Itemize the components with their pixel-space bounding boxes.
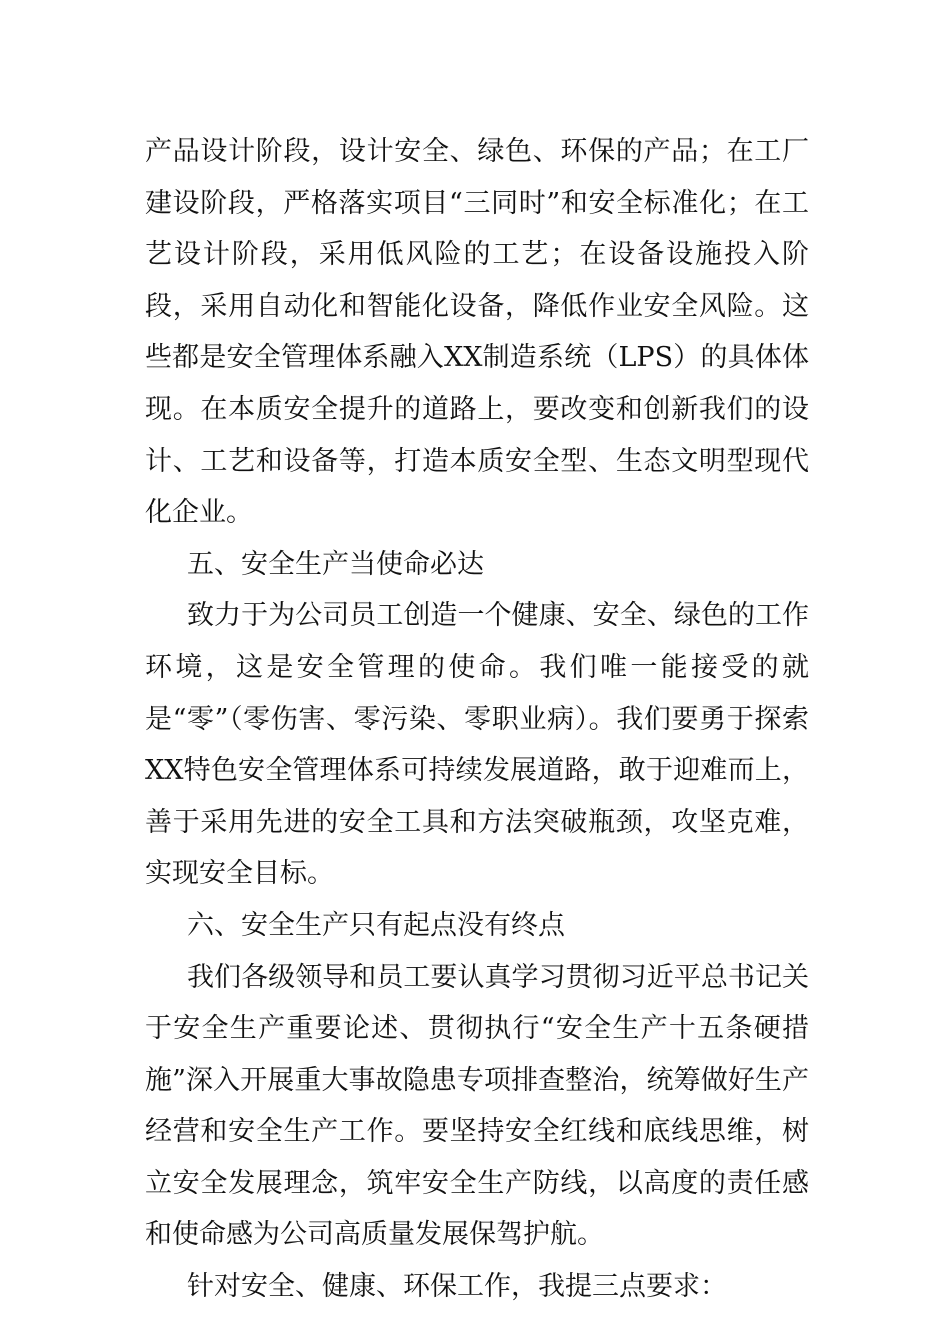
paragraph-continued-design-stages: 产品设计阶段，设计安全、绿色、环保的产品；在工厂建设阶段，严格落实项目“三同时”和安全标准化；在工艺设计阶段，采用低风险的工艺；在设备设施投入阶段，采用自动化和智能化设备，降低作业安全风险。这些都是安全管理体系融入XX制造系统（LPS）的具体体现。在本质安全提升的道路上，要改变和创新我们的设计、工艺和设备等，打造本质安全型、生态文明型现代化企业。 [145, 136, 809, 529]
paragraph-requirements-intro: 针对安全、健康、环保工作，我提三点要求： [187, 1271, 727, 1303]
section-heading-5: 五、安全生产当使命必达 [187, 548, 484, 580]
section-heading-6: 六、安全生产只有起点没有终点 [187, 909, 565, 941]
paragraph-leadership: 我们各级领导和员工要认真学习贯彻习近平总书记关于安全生产重要论述、贯彻执行“安全生产十五条硬措施”深入开展重大事故隐患专项排查整治，统筹做好生产经营和安全生产工作。要坚持安全红线和底线思维，树立安全发展理念，筑牢安全生产防线，以高度的责任感和使命感为公司高质量发展保驾护航。 [145, 961, 809, 1251]
document-body [145, 126, 809, 1313]
paragraph-mission: 致力于为公司员工创造一个健康、安全、绿色的工作环境，这是安全管理的使命。我们唯一能接受的就是“零”（零伤害、零污染、零职业病）。我们要勇于探索XX特色安全管理体系可持续发展道路，敢于迎难而上，善于采用先进的安全工具和方法突破瓶颈，攻坚克难，实现安全目标。 [145, 600, 809, 890]
